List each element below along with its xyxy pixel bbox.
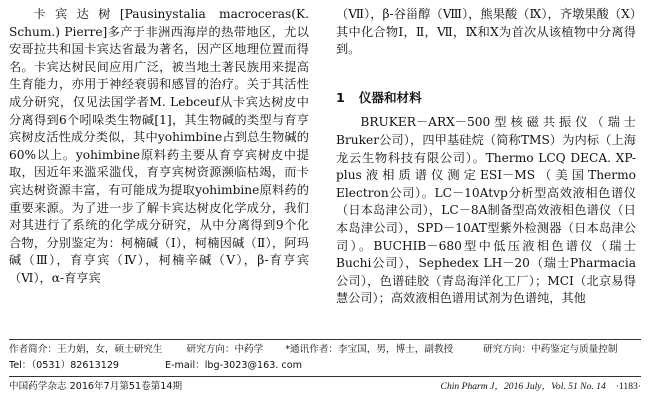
author-footnote <box>9 342 641 374</box>
instruments-paragraph: BRUKER－ARX－500型核磁共振仪（瑞士Bruker公司），四甲基硅烷（简称TMS）为内标（上海龙云生物科技有限公司）。Thermo LCQ DECA. XP-plus液相质谱仪测定ESI－MS（美国Thermo Electron公司）。LC－10Atvp分析型高效液相色谱仪（日本岛津公司），LC－8A制备型高效液相色谱仪（日本岛津公司），SPD－10AT型紫外检测器（日本岛津公司）。BUCHIB－680型中低压液相色谱仪（瑞士Buchi公司），Sephedex LH－20（瑞士Pharmacia公司），色谱硅胶（青岛海洋化工厂）；MCI（北京易得慧公司）；高效液相色谱用试剂为色谱纯，其他 <box>336 115 636 306</box>
left-column <box>9 6 309 288</box>
journal-name-cn: 中国药学杂志 2016年7月第51卷第14期 <box>9 381 183 392</box>
journal-citation-en <box>441 380 641 394</box>
footer-divider <box>9 376 641 377</box>
footnote-line-1 <box>9 342 641 358</box>
corresponding-field: 中药鉴定与质量控制 <box>531 344 618 355</box>
corresponding-author: 李宝国，男，博士，副教授 <box>338 344 454 355</box>
corresponding-field-label: 研究方向： <box>483 344 532 355</box>
section-number: 1 <box>336 89 345 105</box>
journal-citation-text: Chin Pharm J，2016 July，Vol. 51 No. 14 <box>440 381 606 392</box>
corresponding-label: *通讯作者： <box>285 344 339 355</box>
author-info: 王力娟，女，硕士研究生 <box>56 344 163 355</box>
right-column <box>336 6 636 308</box>
intro-paragraph: 卡宾达树[Pausinystalia macroceras(K. Schum.) Pierre]多产于非洲西海岸的热带地区，尤以安哥拉共和国卡宾达省最为著名，因产区地理位置而得名。卡宾达树民间应用广泛，被当地土著民族用来提高生育能力，亦用于神经衰弱和感冒的治疗。关于其活性成分研究，仅见法国学者M. Lebceuf从卡宾达树皮中分离得到6个吲哚类生物碱[1]，其生物碱的类型与育亨宾树皮活性成分类似，其中yohimbine占到总生物碱的60%以上。yohimbine原料药主要从育亨宾树皮中提取，因近年来滥采滥伐，育亨宾树资源濒临枯竭，而卡宾达树资源丰富，有可能成为提取yohimbine原料药的重要来源。为了进一步了解卡宾达树皮化学成分，我们对其进行了系统的化学成分研究，从中分离得到9个化合物，分别鉴定为：柯楠碱（Ⅰ），柯楠因碱（Ⅱ），阿玛碱（Ⅲ），育亨宾（Ⅳ），柯楠辛碱（Ⅴ），β-育亨宾（Ⅵ），α-育亨宾 <box>9 7 309 285</box>
email: E-mail：lbg-3023@163. com <box>165 360 302 371</box>
section-heading <box>336 89 636 107</box>
footnote-line-2 <box>9 358 641 374</box>
page-number: ·1183· <box>615 381 641 392</box>
footnote-divider <box>9 339 641 340</box>
section-title: 仪器和材料 <box>358 89 422 105</box>
telephone: Tel：（0531）82613129 <box>9 360 120 371</box>
compound-list-continuation: （Ⅶ），β-谷甾醇（Ⅷ），熊果酸（Ⅸ），齐墩果酸（Ⅹ）其中化合物Ⅰ，Ⅱ，Ⅶ，Ⅸ和Ⅹ为首次从该植物中分离得到。 <box>336 7 636 57</box>
field-label: 研究方向： <box>186 344 235 355</box>
field-info: 中药学 <box>234 344 264 355</box>
author-label: 作者简介： <box>9 344 57 355</box>
